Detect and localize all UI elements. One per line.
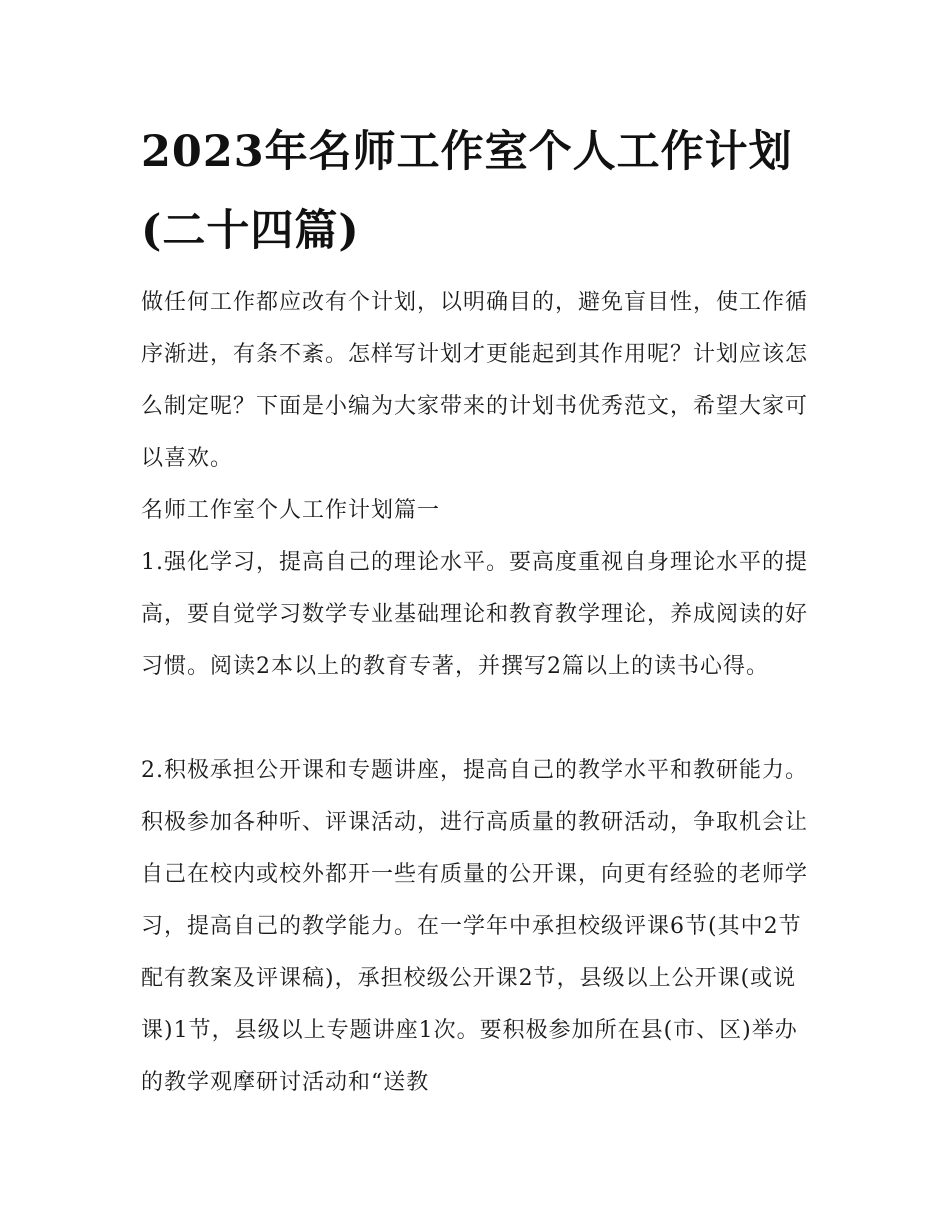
section-heading: 名师工作室个人工作计划篇一 [141,498,441,523]
document-title: 2023年名师工作室个人工作计划(二十四篇) [141,127,793,256]
plan-item-1: 1.强化学习，提高自己的理论水平。要高度重视自身理论水平的提高，要自觉学习数学专业基础理论和教育教学理论，养成阅读的好习惯。阅读2本以上的教育专著，并撰写2篇以上的读书心得。 [141,550,809,679]
intro-paragraph: 做任何工作都应改有个计划，以明确目的，避免盲目性，使工作循序渐进，有条不紊。怎样写计划才更能起到其作用呢？计划应该怎么制定呢？下面是小编为大家带来的计划书优秀范文，希望大家可以喜欢。 [141,290,809,471]
plan-item-2: 2.积极承担公开课和专题讲座，提高自己的教学水平和教研能力。积极参加各种听、评课活动，进行高质量的教研活动，争取机会让自己在校内或校外都开一些有质量的公开课，向更有经验的老师学习，提高自己的教学能力。在一学年中承担校级评课6节(其中2节配有教案及评课稿)，承担校级公开课2节，县级以上公开课(或说课)1节，县级以上专题讲座1次。要积极参加所在县(市、区)举办的教学观摩研讨活动和“送教 [141,758,809,1095]
